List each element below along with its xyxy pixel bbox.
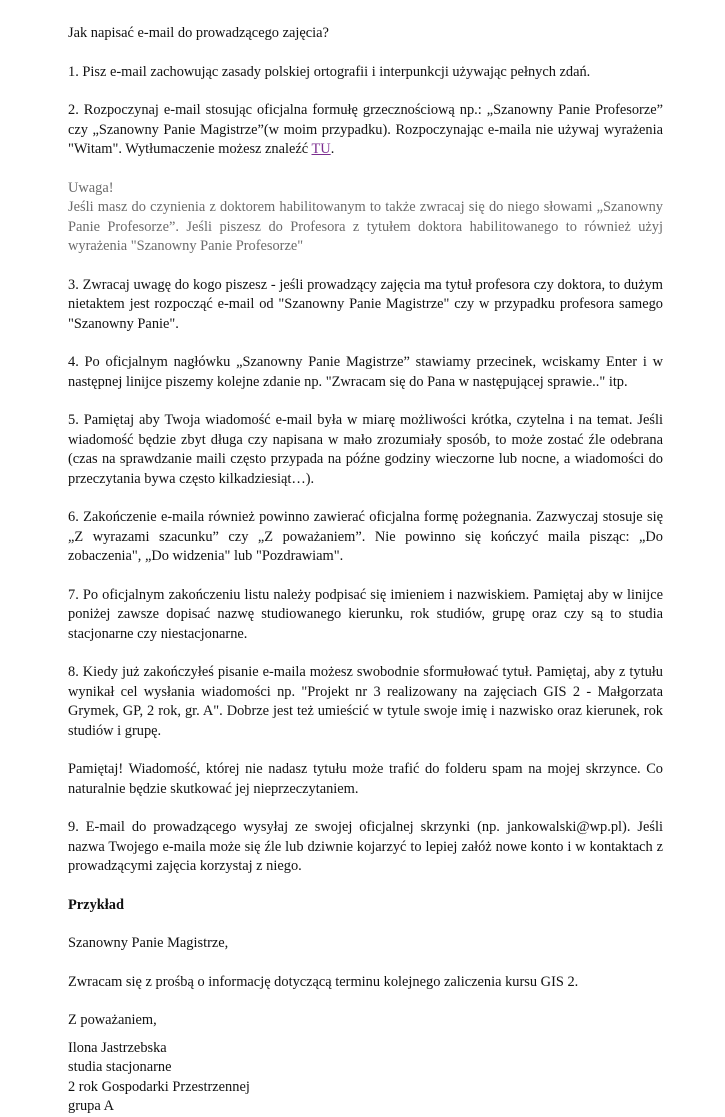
rule-8: 8. Kiedy już zakończyłeś pisanie e-maila możesz swobodnie sformułować tytuł. Pamiętaj, aby z tytułu wynikał cel wysłania wiadomości np. "Projekt nr 3 realizowany na zajęciach GIS 2 - Małgorzata Grymek, GP, 2 rok, gr. A". Dobrze jest też umieścić w tytule swoje imię i nazwisko oraz kierunek, rok studiów i grupę. <box>68 664 663 739</box>
rule-2 <box>68 101 663 160</box>
remember-note: Pamiętaj! Wiadomość, której nie nadasz tytułu może trafić do folderu spam na mojej skrzynce. Co naturalnie będzie skutkować jej nieprzeczytaniem. <box>68 761 663 797</box>
explanation-link[interactable]: TU <box>311 141 331 157</box>
rule-7: 7. Po oficjalnym zakończeniu listu należy podpisać się imieniem i nazwiskiem. Pamiętaj aby w linijce poniżej zawsze dopisać nazwę studiowanego kierunku, rok studiów, grupę oraz czy są to studia stacjonarne czy niestacjonarne. <box>68 586 663 642</box>
rule-3: 3. Zwracaj uwagę do kogo piszesz - jeśli prowadzący zajęcia ma tytuł profesora czy doktora, to dużym nietaktem jest rozpocząć e-mail od "Szanowny Panie Magistrze" czy w przypadku profesora samego "Szanowny Panie". <box>68 276 663 332</box>
signature-name: Ilona Jastrzebska <box>68 1039 167 1056</box>
example-signature <box>68 1039 663 1117</box>
note-block <box>68 179 663 257</box>
rule-4: 4. Po oficjalnym nagłówku „Szanowny Panie Magistrze” stawiamy przecinek, wciskamy Enter i w następnej linijce piszemy kolejne zdanie np. "Zwracam się do Pana w następującej sprawie.." itp. <box>68 354 663 390</box>
rule-6: 6. Zakończenie e-maila również powinno zawierać oficjalna formę pożegnania. Zazwyczaj stosuje się „Z wyrazami szacunku” czy „Z poważaniem”. Nie powinno się kończyć maila pisząc: „Do zobaczenia", „Do widzenia" lub "Pozdrawiam". <box>68 509 663 564</box>
example-title: Przykład <box>68 896 124 913</box>
note-title: Uwaga! <box>68 179 114 196</box>
example-closing: Z poważaniem, <box>68 1012 157 1028</box>
signature-group: grupa A <box>68 1098 114 1114</box>
rule-9: 9. E-mail do prowadzącego wysyłaj ze swojej oficjalnej skrzynki (np. jankowalski@wp.pl). Jeśli nazwa Twojego e-maila może się źle lub dziwnie kojarzyć to lepiej załóż nowe konto i w kontaktach z prowadzącymi zajęcia korzystaj z niego. <box>68 819 663 874</box>
example-body: Zwracam się z prośbą o informację dotyczącą terminu kolejnego zaliczenia kursu GIS 2. <box>68 973 579 990</box>
note-body: Jeśli masz do czynienia z doktorem habilitowanym to także zwracaj się do niego słowami „Szanowny Panie Profesorze”. Jeśli piszesz do Profesora z tytułem doktora habilitowanego to również użyj wyrażenia "Szanowny Panie Profesorze" <box>68 199 663 254</box>
example-greeting: Szanowny Panie Magistrze, <box>68 935 229 951</box>
rule-5: 5. Pamiętaj aby Twoja wiadomość e-mail była w miarę możliwości krótka, czytelna i na temat. Jeśli wiadomość będzie zbyt długa czy napisana w mało zrozumiały sposób, to może zostać źle odebrana (czas na sprawdzanie maili często przypada na późne godziny wieczorne lub nocne, a wiadomości do przeczytania bywa często kilkadziesiąt…). <box>68 412 663 487</box>
signature-study-mode: studia stacjonarne <box>68 1059 172 1075</box>
rule-2-end: . <box>330 141 335 157</box>
signature-year-field: 2 rok Gospodarki Przestrzennej <box>68 1078 250 1095</box>
document-heading: Jak napisać e-mail do prowadzącego zajęcia? <box>68 25 329 41</box>
rule-2-text: 2. Rozpoczynaj e-mail stosując oficjalna formułę grzecznościową np.: „Szanowny Panie Profesorze” czy „Szanowny Panie Magistrze”(w moim przypadku). Rozpoczynając e-maila nie używaj wyrażenia "Witam". Wytłumaczenie możesz znaleźć <box>68 102 663 157</box>
rule-1: 1. Pisz e-mail zachowując zasady polskiej ortografii i interpunkcji używając pełnych zdań. <box>68 63 591 80</box>
